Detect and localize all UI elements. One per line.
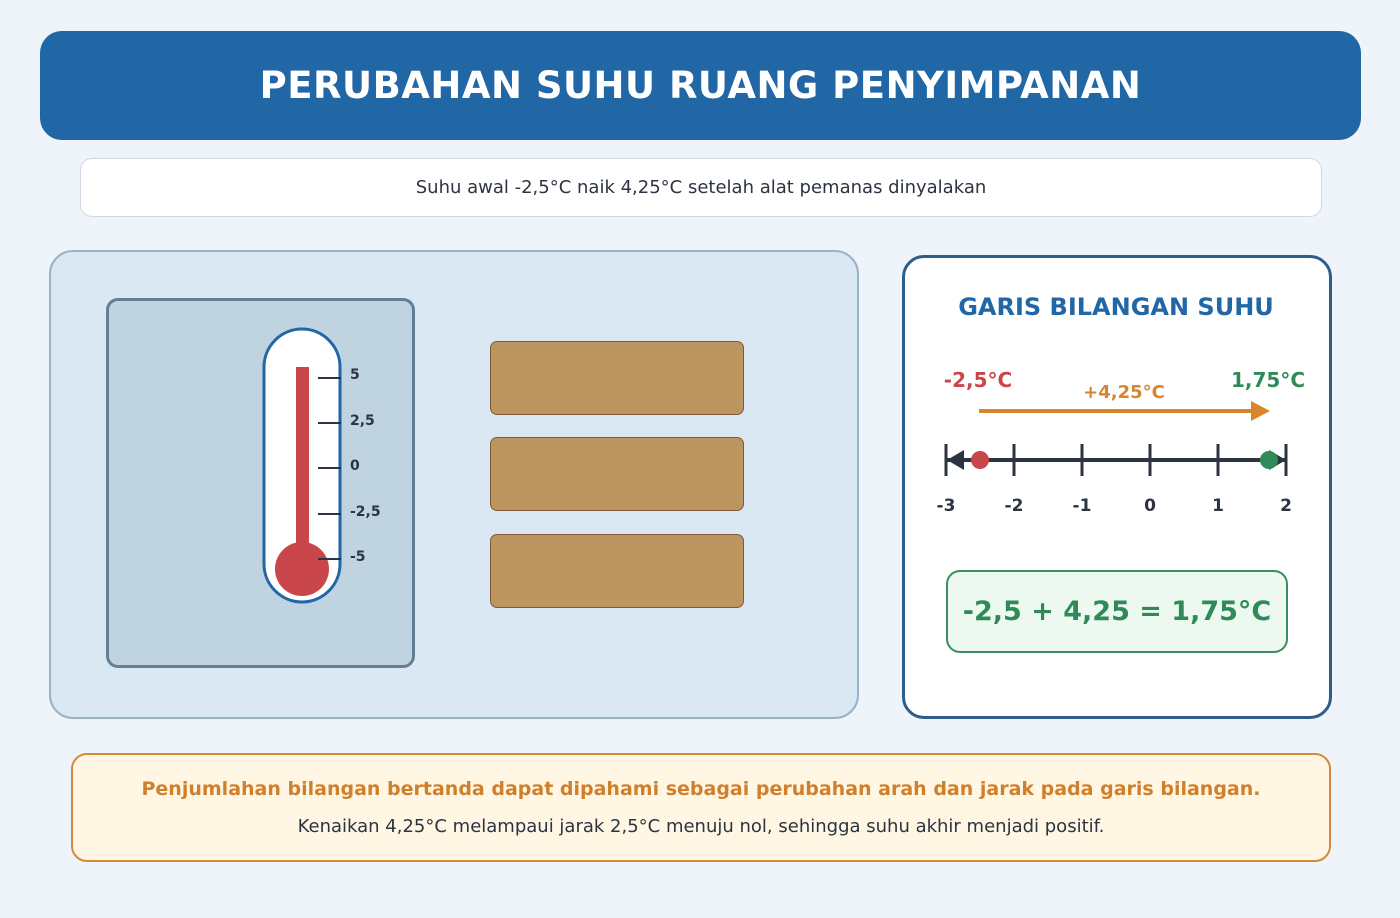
- thermo-label-0: 0: [350, 458, 360, 474]
- page-title: PERUBAHAN SUHU RUANG PENYIMPANAN: [259, 64, 1142, 107]
- number-line-title: GARIS BILANGAN SUHU: [958, 293, 1274, 321]
- change-arrow: [979, 401, 1270, 421]
- end-point: [1260, 451, 1278, 469]
- number-line-tick-label: 0: [1144, 496, 1156, 516]
- thermo-label-neg-2-5: -2,5: [350, 504, 381, 520]
- change-label: +4,25°C: [1083, 382, 1165, 403]
- thermometer: [264, 329, 381, 602]
- thermometer-mercury: [296, 367, 309, 567]
- note-headline: Penjumlahan bilangan bertanda dapat dipahami sebagai perubahan arah dan jarak pada garis bilangan.: [141, 778, 1261, 800]
- equation-text: -2,5 + 4,25 = 1,75°C: [962, 596, 1272, 627]
- number-line-tick-label: 2: [1280, 496, 1292, 516]
- axis-left-arrow: [947, 450, 964, 470]
- note-body: Kenaikan 4,25°C melampaui jarak 2,5°C menuju nol, sehingga suhu akhir menjadi positif.: [297, 816, 1105, 837]
- number-line-tick-label: -3: [936, 496, 956, 516]
- number-line-tick-label: 1: [1212, 496, 1224, 516]
- thermo-label-neg-5: -5: [350, 549, 366, 565]
- number-line-tick-label: -2: [1004, 496, 1024, 516]
- subtitle-text: Suhu awal -2,5°C naik 4,25°C setelah alat pemanas dinyalakan: [415, 177, 987, 198]
- thermo-label-5: 5: [350, 367, 360, 383]
- number-line-tick-labels: [937, 496, 1292, 516]
- start-point: [971, 451, 989, 469]
- equation-box: [946, 570, 1288, 653]
- number-line-tick-label: -1: [1072, 496, 1092, 516]
- thermo-label-2-5: 2,5: [350, 413, 375, 429]
- start-temp-label: -2,5°C: [943, 368, 1013, 392]
- number-line-axis: [946, 450, 1286, 470]
- end-temp-label: 1,75°C: [1230, 368, 1306, 392]
- explanation-note: [71, 753, 1331, 862]
- thermometer-bulb: [275, 542, 329, 596]
